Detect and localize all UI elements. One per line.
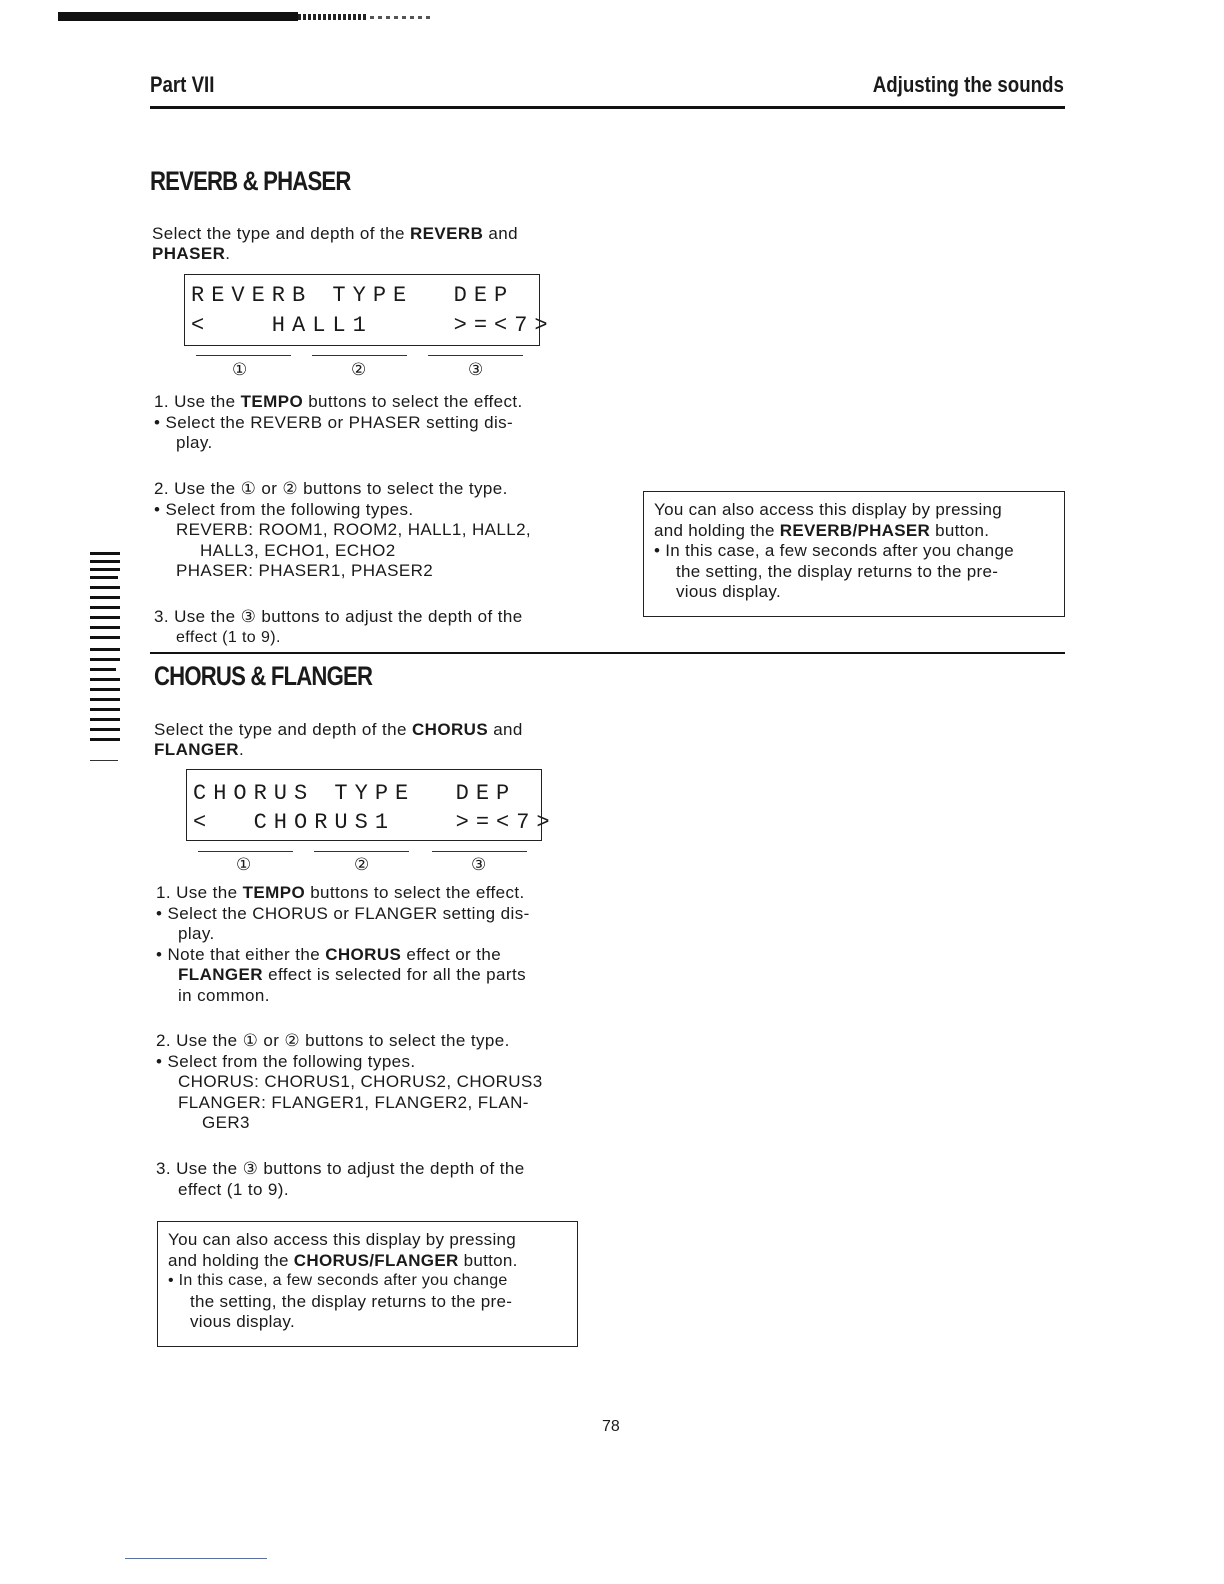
lcd-segment-3	[428, 355, 523, 356]
header-rule	[150, 106, 1065, 109]
marker-2: ②	[354, 855, 370, 874]
chorus-step-1: 1. Use the TEMPO buttons to select the effect. • Select the CHORUS or FLANGER setting dis- play. • Note that either the CHORUS effect or the FLANGER effect is selected for all the parts in common.	[156, 883, 530, 1005]
lcd-row-1: CHORUS TYPE DEP	[193, 781, 517, 806]
chorus-note-box: You can also access this display by pressing and holding the CHORUS/FLANGER button. • In this case, a few seconds after you change the setting, the display returns to the pre- vious display.	[157, 1221, 578, 1347]
reverb-intro: Select the type and depth of the REVERB and PHASER.	[152, 224, 518, 263]
lcd-segment-2	[314, 851, 409, 852]
section-divider	[150, 652, 1065, 654]
section-title-reverb: REVERB & PHASER	[150, 166, 351, 196]
scan-artifact-bar	[298, 14, 368, 20]
lcd-segment-1	[196, 355, 291, 356]
scan-artifact-bar	[370, 16, 430, 19]
lcd-segment-2	[312, 355, 407, 356]
marker-1: ①	[232, 360, 248, 379]
header-chapter-title: Adjusting the sounds	[872, 72, 1064, 97]
page-number: 78	[602, 1418, 620, 1435]
lcd-row-2: < HALL1 >=<7>	[191, 313, 555, 338]
chorus-intro: Select the type and depth of the CHORUS and FLANGER.	[154, 720, 523, 759]
scan-artifact-bar	[58, 12, 298, 21]
edge-mark-line	[90, 760, 118, 761]
marker-3: ③	[468, 360, 484, 379]
lcd-segment-3	[432, 851, 527, 852]
reverb-step-3: 3. Use the ③ buttons to adjust the depth of the effect (1 to 9).	[154, 607, 523, 646]
lcd-segment-1	[198, 851, 293, 852]
edge-index-marks	[90, 552, 120, 742]
scan-artifact-line	[125, 1558, 267, 1559]
reverb-lcd-display	[184, 274, 555, 346]
marker-1: ①	[236, 855, 252, 874]
lcd-row-1: REVERB TYPE DEP	[191, 283, 515, 308]
reverb-step-2: 2. Use the ① or ② buttons to select the type. • Select from the following types. REVERB: ROOM1, ROOM2, HALL1, HALL2, HALL3, ECHO1, ECHO2 PHASER: PHASER1, PHASER2	[154, 479, 532, 580]
reverb-note-box: You can also access this display by pressing and holding the REVERB/PHASER button. • In this case, a few seconds after you change the setting, the display returns to the pre- vious display.	[643, 491, 1065, 617]
chorus-step-3: 3. Use the ③ buttons to adjust the depth of the effect (1 to 9).	[156, 1159, 525, 1199]
marker-3: ③	[471, 855, 487, 874]
chorus-step-2: 2. Use the ① or ② buttons to select the type. • Select from the following types. CHORUS: CHORUS1, CHORUS2, CHORUS3 FLANGER: FLANGER1, FLANGER2, FLAN- GER3	[156, 1031, 543, 1132]
chorus-lcd-display	[186, 769, 557, 841]
marker-2: ②	[351, 360, 367, 379]
header-part-label: Part VII	[150, 72, 215, 97]
lcd-row-2: < CHORUS1 >=<7>	[193, 810, 557, 835]
reverb-step-1: 1. Use the TEMPO buttons to select the effect. • Select the REVERB or PHASER setting dis- play.	[154, 392, 523, 452]
section-title-chorus: CHORUS & FLANGER	[154, 661, 373, 691]
